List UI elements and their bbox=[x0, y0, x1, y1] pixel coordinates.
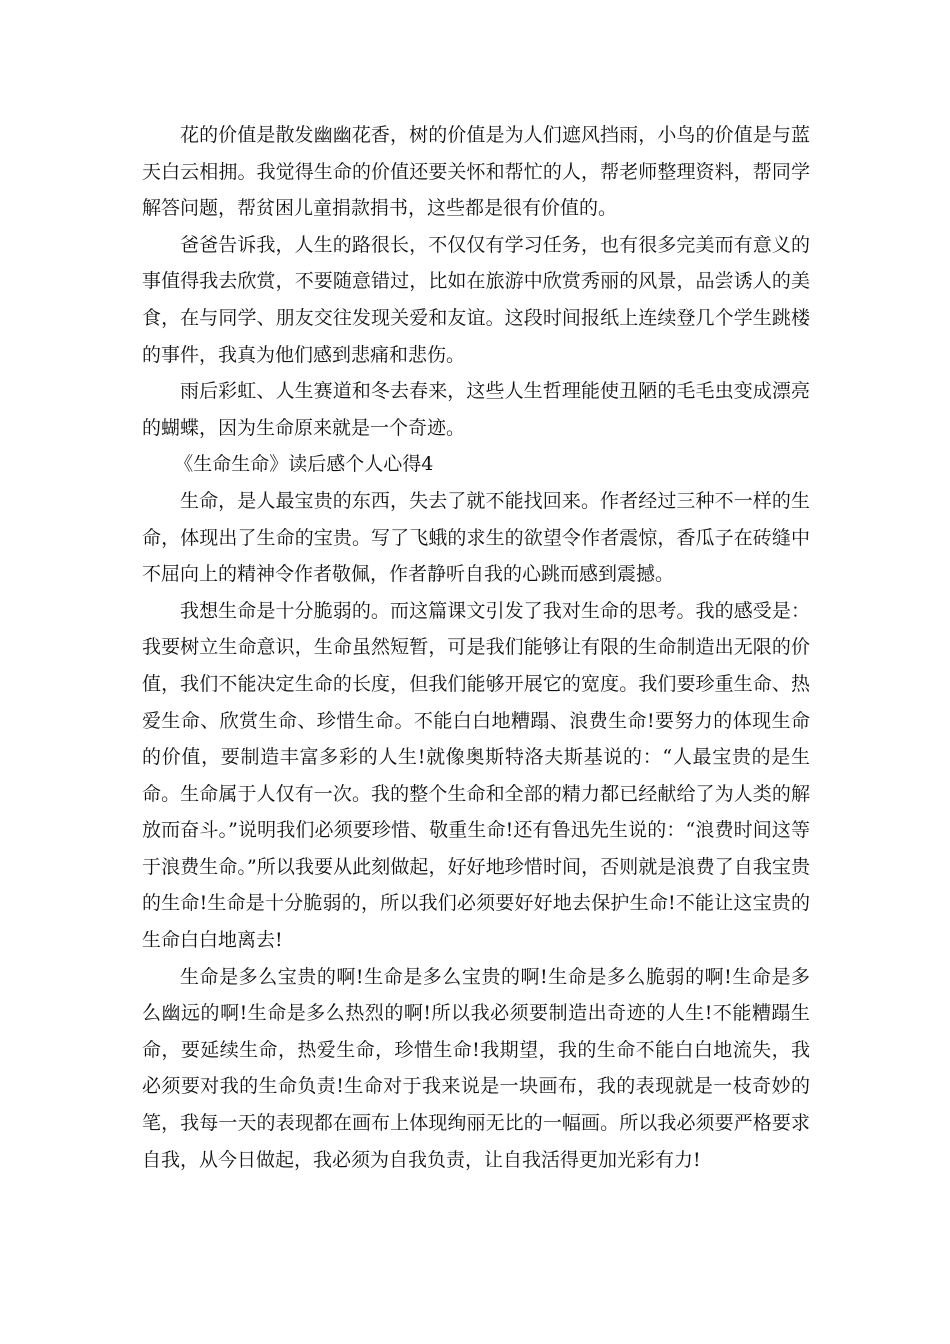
paragraph-life-precious: 生命，是人最宝贵的东西，失去了就不能找回来。作者经过三种不一样的生命，体现出了生命的宝贵。写了飞蛾的求生的欲望令作者震惊，香瓜子在砖缝中不屈向上的精神令作者敬佩，作者静听自我的心跳而感到震撼。 bbox=[142, 489, 810, 586]
paragraph-father-advice: 爸爸告诉我，人生的路很长，不仅仅有学习任务，也有很多完美而有意义的事值得我去欣赏，不要随意错过，比如在旅游中欣赏秀丽的风景，品尝诱人的美食，在与同学、朋友交往发现关爱和友谊。这段时间报纸上连续登几个学生跳楼的事件，我真为他们感到悲痛和悲伤。 bbox=[142, 233, 810, 366]
paragraph-rainbow: 雨后彩虹、人生赛道和冬去春来，这些人生哲理能使丑陋的毛毛虫变成漂亮的蝴蝶，因为生命原来就是一个奇迹。 bbox=[142, 380, 810, 439]
section-heading: 《生命生命》读后感个人心得4 bbox=[174, 453, 434, 476]
paragraph-life-miracle: 生命是多么宝贵的啊!生命是多么宝贵的啊!生命是多么脆弱的啊!生命是多么幽远的啊!生命是多么热烈的啊!所以我必须要制造出奇迹的人生!不能糟蹋生命，要延续生命，热爱生命，珍惜生命!我期望，我的生命不能白白地流失，我必须要对我的生命负责!生命对于我来说是一块画布，我的表现就是一枝奇妙的笔，我每一天的表现都在画布上体现绚丽无比的一幅画。所以我必须要严格要求自我，从今日做起，我必须为自我负责，让自我活得更加光彩有力! bbox=[142, 965, 810, 1171]
document-page bbox=[142, 117, 810, 1178]
paragraph-life-fragile: 我想生命是十分脆弱的。而这篇课文引发了我对生命的思考。我的感受是：我要树立生命意识，生命虽然短暂，可是我们能够让有限的生命制造出无限的价值，我们不能决定生命的长度，但我们能够开展它的宽度。我们要珍重生命、热爱生命、欣赏生命、珍惜生命。不能白白地糟蹋、浪费生命!要努力的体现生命的价值，要制造丰富多彩的人生!就像奥斯特洛夫斯基说的：“人最宝贵的是生命。生命属于人仅有一次。我的整个生命和全部的精力都已经献给了为人类的解放而奋斗。”说明我们必须要珍惜、敬重生命!还有鲁迅先生说的：“浪费时间这等于浪费生命。”所以我要从此刻做起，好好地珍惜时间，否则就是浪费了自我宝贵的生命!生命是十分脆弱的，所以我们必须要好好地去保护生命!不能让这宝贵的生命白白地离去! bbox=[142, 599, 810, 952]
paragraph-flower-value: 花的价值是散发幽幽花香，树的价值是为人们遮风挡雨，小鸟的价值是与蓝天白云相拥。我觉得生命的价值还要关怀和帮忙的人，帮老师整理资料，帮同学解答问题，帮贫困儿童捐款捐书，这些都是很有价值的。 bbox=[142, 124, 810, 220]
